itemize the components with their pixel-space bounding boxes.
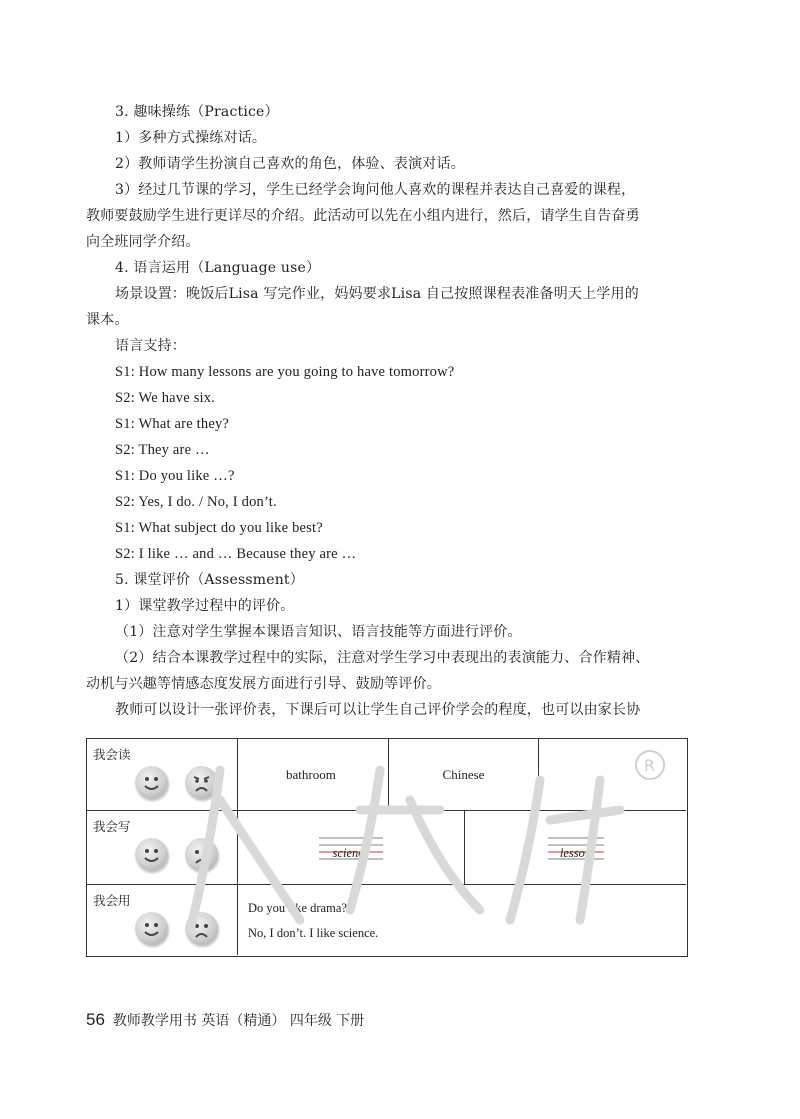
dialog-line: S2: Yes, I do. / No, I don’t. (115, 494, 277, 510)
dialog-line: S1: Do you like …? (115, 468, 235, 484)
paragraph-line: （1）注意对学生掌握本课语言知识、语言技能等方面进行评价。 (115, 624, 522, 640)
label-cell (87, 885, 237, 955)
handwriting-cell (237, 811, 464, 884)
paragraph-line: 1）多种方式操练对话。 (115, 130, 267, 146)
word-lesson: lesson (559, 846, 592, 860)
sad-face-icon (185, 838, 218, 871)
table-row-write (87, 811, 686, 885)
word-cell (388, 739, 538, 810)
paragraph-line: 动机与兴趣等情感态度发展方面进行引导、鼓励等评价。 (86, 676, 441, 692)
dialog-line: S1: What subject do you like best? (115, 520, 323, 536)
word-bathroom: bathroom (286, 766, 336, 782)
smiley-faces (135, 838, 227, 874)
word-empty (539, 739, 686, 810)
four-line-grid (238, 831, 464, 875)
page-number: 56 (86, 1010, 105, 1029)
evaluation-table (86, 738, 688, 957)
paragraph-line: （2）结合本课教学过程中的实际，注意对学生学习中表现出的表演能力、合作精神、 (115, 650, 650, 666)
paragraph-line: 2）教师请学生扮演自己喜欢的角色，体验、表演对话。 (115, 156, 465, 172)
paragraph-line: 3）经过几节课的学习，学生已经学会询问他人喜欢的课程并表达自己喜爱的课程， (115, 182, 636, 198)
sad-face-icon (185, 912, 218, 945)
word-science: science (332, 846, 370, 860)
table-row-use (87, 885, 686, 955)
dialog-answer: No, I don’t. I like science. (248, 926, 379, 940)
smiley-faces (135, 766, 227, 802)
happy-face-icon (135, 838, 168, 871)
word-cell-empty (538, 739, 686, 810)
sad-face-icon (185, 766, 218, 799)
happy-face-icon (135, 766, 168, 799)
row-label-use: 我会用 (93, 893, 131, 908)
page-footer (86, 1010, 364, 1030)
dialog-line: S2: We have six. (115, 390, 216, 406)
paragraph-line: 场景设置：晚饭后Lisa 写完作业，妈妈要求Lisa 自己按照课程表准备明天上学用的 (115, 286, 639, 302)
svg-text:R: R (644, 756, 656, 775)
paragraph-line: 教师可以设计一张评价表，下课后可以让学生自己评价学会的程度，也可以由家长协 (115, 702, 641, 718)
dialog-question: Do you like drama? (248, 901, 347, 915)
paragraph-line: 1）课堂教学过程中的评价。 (115, 598, 295, 614)
section-heading-language-use: 4. 语言运用（Language use） (115, 260, 321, 276)
label-cell (87, 811, 237, 884)
dialog-cell (237, 885, 686, 955)
dialog-line: S2: I like … and … Because they are … (115, 546, 357, 562)
smiley-faces (135, 912, 227, 948)
happy-face-icon (135, 912, 168, 945)
word-cell (237, 739, 388, 810)
paragraph-line: 教师要鼓励学生进行更详尽的介绍。此活动可以先在小组内进行，然后，请学生自告奋勇 (86, 208, 640, 224)
row-label-write: 我会写 (93, 819, 131, 834)
section-heading-practice: 3. 趣味操练（Practice） (115, 104, 279, 120)
row-label-read: 我会读 (93, 747, 131, 762)
book-title: 教师教学用书 英语（精通） 四年级 下册 (112, 1013, 365, 1029)
paragraph-line: 课本。 (86, 312, 129, 328)
section-heading-assessment: 5. 课堂评价（Assessment） (115, 572, 304, 588)
dialog-line: S1: What are they? (115, 416, 230, 432)
paragraph-line: 向全班同学介绍。 (86, 234, 200, 250)
dialog-line: S1: How many lessons are you going to have tomorrow? (115, 364, 455, 380)
label-cell (87, 739, 237, 810)
dialog-line: S2: They are … (115, 442, 210, 458)
four-line-grid (465, 831, 686, 875)
handwriting-cell (464, 811, 686, 884)
table-row-read (87, 739, 686, 811)
paragraph-line: 语言支持： (115, 338, 186, 354)
word-chinese: Chinese (442, 766, 485, 782)
